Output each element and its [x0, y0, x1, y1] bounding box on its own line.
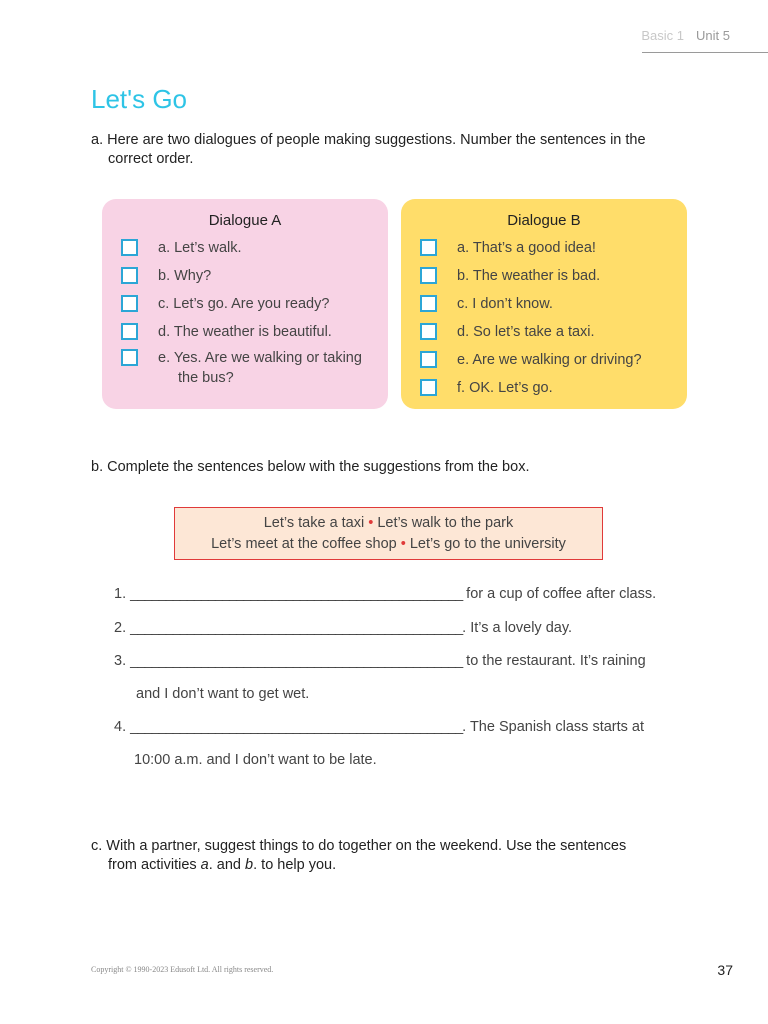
sentence-1	[114, 586, 656, 602]
dialogue-a-item-text: a. Let’s walk.	[158, 240, 242, 256]
order-checkbox[interactable]	[420, 379, 437, 396]
dialogue-a-item-text: c. Let’s go. Are you ready?	[158, 296, 330, 312]
order-checkbox[interactable]	[121, 267, 138, 284]
answer-blank[interactable]: _______________________________________________	[130, 719, 463, 735]
dialogue-b-title: Dialogue B	[507, 212, 581, 229]
page-number: 37	[717, 962, 733, 978]
suggestion-word-box	[174, 507, 603, 560]
unit-label: Unit 5	[696, 28, 730, 43]
word-box-line1	[175, 513, 602, 534]
page-title: Let's Go	[91, 84, 188, 114]
suggestion-phrase: Let’s meet at the coffee shop	[211, 536, 397, 552]
activity-c-line2	[91, 856, 701, 875]
sentence-rest: . The Spanish class starts at	[462, 719, 645, 735]
suggestion-phrase: Let’s go to the university	[409, 536, 566, 552]
sentence-rest: . It’s a lovely day.	[462, 620, 573, 636]
order-checkbox[interactable]	[420, 323, 437, 340]
activity-b-instruction: b. Complete the sentences below with the suggestions from the box.	[91, 459, 530, 475]
activity-a-instruction	[91, 131, 701, 169]
activity-c-text: from activities	[108, 857, 201, 873]
bullet-separator: •	[368, 515, 374, 531]
dialogue-a-item-text	[158, 348, 378, 388]
activity-a-line2: correct order.	[108, 151, 194, 167]
dialogue-b-item-text: f. OK. Let’s go.	[457, 380, 553, 396]
dialogue-a-item-text: d. The weather is beautiful.	[158, 324, 332, 340]
order-checkbox[interactable]	[420, 239, 437, 256]
activity-c-line1: c. With a partner, suggest things to do together on the weekend. Use the sentences	[91, 838, 627, 854]
order-checkbox[interactable]	[420, 267, 437, 284]
sentence-3	[114, 653, 646, 669]
sentence-4	[114, 719, 644, 735]
suggestion-phrase: Let’s walk to the park	[377, 515, 514, 531]
dialogue-a-item-line1: e. Yes. Are we walking or taking	[158, 350, 362, 366]
answer-blank[interactable]: _______________________________________________	[130, 653, 463, 669]
dialogue-b-item-text: d. So let’s take a taxi.	[457, 324, 595, 340]
level-label: Basic 1	[641, 28, 685, 43]
dialogue-a-title: Dialogue A	[208, 212, 282, 229]
sentence-number: 4.	[114, 719, 127, 735]
suggestion-phrase: Let’s take a taxi	[263, 515, 365, 531]
activity-a-line1: a. Here are two dialogues of people making suggestions. Number the sentences in the	[91, 132, 646, 148]
sentence-2	[114, 620, 572, 636]
bullet-separator: •	[400, 536, 406, 552]
activity-c-text: . and	[208, 857, 246, 873]
header-divider	[642, 52, 768, 53]
page-header	[641, 28, 730, 43]
order-checkbox[interactable]	[121, 323, 138, 340]
activity-ref-a: a	[200, 857, 209, 873]
dialogue-b-item-text: a. That’s a good idea!	[457, 240, 596, 256]
answer-blank[interactable]: _______________________________________________	[130, 620, 463, 636]
copyright-notice: Copyright © 1990-2023 Edusoft Ltd. All rights reserved.	[91, 965, 274, 974]
activity-c-text: . to help you.	[253, 857, 337, 873]
order-checkbox[interactable]	[121, 349, 138, 366]
order-checkbox[interactable]	[420, 295, 437, 312]
sentence-4-continuation: 10:00 a.m. and I don’t want to be late.	[134, 752, 377, 768]
activity-c-instruction	[91, 837, 701, 875]
dialogue-b-panel	[401, 199, 687, 409]
dialogue-a-item-line2: the bus?	[178, 370, 234, 386]
sentence-number: 1.	[114, 586, 127, 602]
dialogue-a-item-text: b. Why?	[158, 268, 212, 284]
dialogue-b-item-text: e. Are we walking or driving?	[457, 352, 642, 368]
sentence-rest: for a cup of coffee after class.	[462, 586, 657, 602]
activity-ref-b: b	[245, 857, 254, 873]
sentence-3-continuation: and I don’t want to get wet.	[136, 686, 310, 702]
order-checkbox[interactable]	[121, 295, 138, 312]
order-checkbox[interactable]	[420, 351, 437, 368]
word-box-line2	[175, 534, 602, 555]
order-checkbox[interactable]	[121, 239, 138, 256]
dialogue-a-panel	[102, 199, 388, 409]
dialogue-b-item-text: b. The weather is bad.	[457, 268, 601, 284]
sentence-number: 3.	[114, 653, 127, 669]
answer-blank[interactable]: _______________________________________________	[130, 586, 463, 602]
sentence-number: 2.	[114, 620, 127, 636]
dialogue-b-item-text: c. I don’t know.	[457, 296, 553, 312]
sentence-rest: to the restaurant. It’s raining	[462, 653, 646, 669]
